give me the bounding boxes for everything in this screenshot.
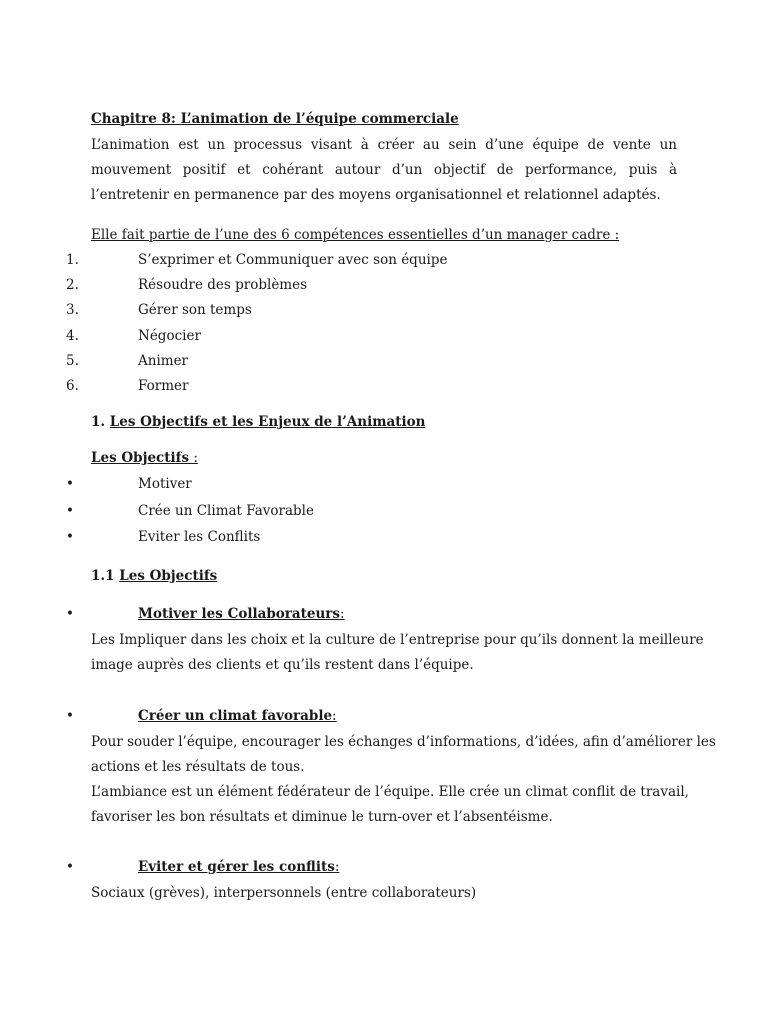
objectifs-heading-suffix: : [189,450,198,466]
bullet-icon: • [66,529,74,545]
list-number: 6. [66,378,79,394]
list-item: Former [138,378,189,394]
list-item: Crée un Climat Favorable [138,503,314,519]
subsection-heading-label: Créer un climat favorable [138,708,333,724]
paragraph-line: Les Impliquer dans les choix et la culture de l’entreprise pour qu’ils donnent la meilleure [91,632,704,648]
paragraph-line: image auprès des clients et qu’ils restent dans l’équipe. [91,657,474,673]
list-item: Négocier [138,328,201,344]
subsection-heading [138,858,339,876]
bullet-icon: • [66,476,74,492]
paragraph-line: Pour souder l’équipe, encourager les échanges d’informations, d’idées, afin d’améliorer les [91,734,716,750]
list-number: 5. [66,353,79,369]
list-number: 3. [66,302,79,318]
list-item: Motiver [138,476,192,492]
subsection-heading [138,605,345,623]
section-number: 1.1 [91,568,115,584]
subsection-heading-label: Motiver les Collaborateurs [138,606,340,622]
section-title: Les Objectifs [119,568,218,584]
list-number: 1. [66,252,79,268]
section-1-1-heading [91,567,217,585]
list-item: Animer [138,353,189,369]
intro-paragraph: L’animation est un processus visant à créer au sein d’une équipe de vente un mouvement positif et cohérant autour d’un objectif de performance, puis à l’entretenir en permanence par des moyens organisationnel et relationnel adaptés. [91,137,677,203]
competences-heading: Elle fait partie de l’une des 6 compétences essentielles d’un manager cadre : [91,227,620,243]
subsection-heading-colon: : [340,606,345,622]
list-item: Eviter les Conflits [138,529,261,545]
chapter-title: Chapitre 8: L’animation de l’équipe commerciale [91,111,459,127]
bullet-icon: • [66,859,74,875]
list-item: Résoudre des problèmes [138,277,308,293]
bullet-icon: • [66,606,74,622]
section-number: 1. [91,414,106,430]
bullet-icon: • [66,708,74,724]
paragraph-line: Sociaux (grèves), interpersonnels (entre collaborateurs) [91,885,477,901]
list-number: 4. [66,328,79,344]
section-title: Les Objectifs et les Enjeux de l’Animation [109,414,426,430]
subsection-heading-colon: : [334,859,340,875]
objectifs-heading [91,449,198,467]
section-1-heading [91,413,425,431]
subsection-heading-colon: : [332,708,337,724]
paragraph-line: favoriser les bon résultats et diminue le turn-over et l’absentéisme. [91,809,553,825]
list-item: S’exprimer et Communiquer avec son équipe [138,252,448,268]
list-item: Gérer son temps [138,302,252,318]
objectifs-heading-label: Les Objectifs [91,450,190,466]
list-number: 2. [66,277,79,293]
subsection-heading [138,707,337,725]
bullet-icon: • [66,503,74,519]
paragraph-line: actions et les résultats de tous. [91,759,305,775]
subsection-heading-label: Eviter et gérer les conflits [138,859,335,875]
paragraph-line: L’ambiance est un élément fédérateur de l’équipe. Elle crée un climat conflit de travail, [91,784,689,800]
